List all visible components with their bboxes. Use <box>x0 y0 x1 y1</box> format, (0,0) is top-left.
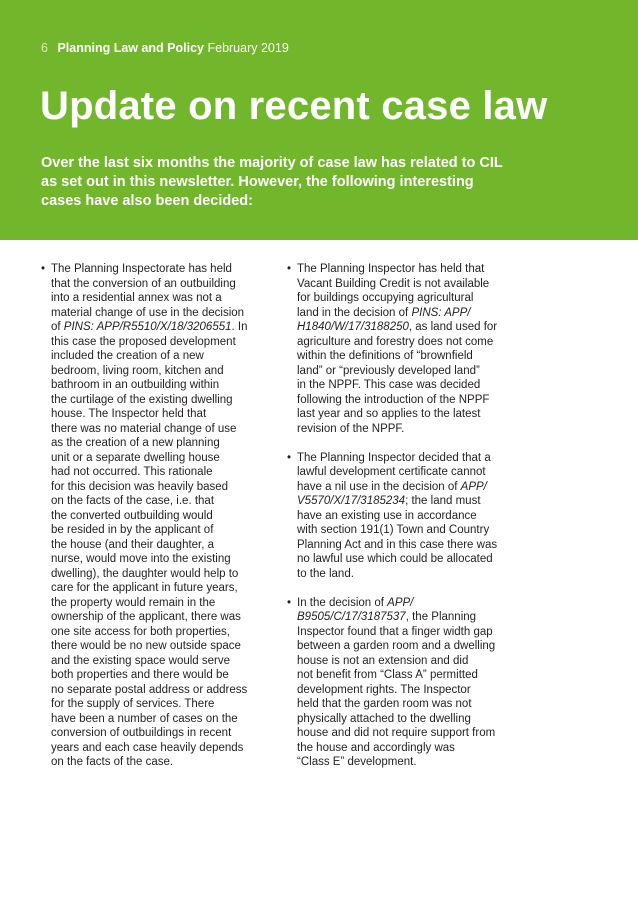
text-line <box>297 306 517 321</box>
left-column <box>41 262 269 770</box>
case-reference: PINS: APP/R5510/X/18/3206551 <box>63 321 232 333</box>
text-line: care for the applicant in future years, <box>51 582 238 594</box>
text-line: bedroom, living room, kitchen and <box>51 364 224 377</box>
text-line: the property would remain in the <box>51 596 216 609</box>
text-line: into a residential annex was not a <box>51 292 222 304</box>
text-line: as the creation of a new planning <box>51 437 220 449</box>
text-line: the curtilage of the existing dwelling <box>51 393 233 406</box>
text-line: no separate postal address or address <box>51 683 248 696</box>
line-text: ; the land must <box>405 495 481 507</box>
text-line <box>297 480 517 495</box>
text-line: have an existing use in accordance <box>297 509 477 522</box>
text-line: with section 191(1) Town and Country <box>297 524 490 536</box>
text-line <box>51 320 269 335</box>
text-line: unit or a separate dwelling house <box>51 451 220 464</box>
bullet-dot-icon: • <box>287 451 292 464</box>
text-line: for this decision was heavily based <box>51 480 229 493</box>
bullet-dot-icon: • <box>287 596 292 609</box>
text-line <box>297 320 517 335</box>
bullet-item <box>287 596 517 770</box>
text-line <box>297 494 517 509</box>
text-line: agriculture and forestry does not come <box>297 335 494 348</box>
text-line: the house and accordingly was <box>297 741 455 754</box>
page-title: Update on recent case law <box>40 84 548 128</box>
text-line: in the NPPF. This case was decided <box>297 379 481 391</box>
running-head <box>41 40 289 56</box>
line-text: , as land used for <box>408 321 498 333</box>
text-line: Vacant Building Credit is not available <box>297 277 490 290</box>
text-line <box>297 596 517 611</box>
line-text: , the Planning <box>405 611 477 623</box>
text-line: Planning Act and in this case there was <box>297 538 498 551</box>
bullet-dot-icon: • <box>287 263 292 275</box>
page-number: 6 <box>41 41 48 55</box>
bullet-dot-icon: • <box>41 263 46 275</box>
text-line: no lawful use which could be allocated <box>297 553 493 565</box>
text-line: that the conversion of an outbuilding <box>51 277 236 290</box>
text-line: land” or “previously developed land” <box>297 364 480 377</box>
line-text: In the decision of <box>297 596 388 609</box>
text-line: both properties and there would be <box>51 669 229 681</box>
text-line: conversion of outbuildings in recent <box>51 727 232 739</box>
case-reference: H1840/W/17/3188250 <box>297 321 409 333</box>
text-line: lawful development certificate cannot <box>297 466 486 478</box>
text-line: on the facts of the case. <box>51 756 174 768</box>
text-line: nurse, would move into the existing <box>51 553 231 565</box>
text-line: dwelling), the daughter would help to <box>51 567 239 580</box>
text-line: years and each case heavily depends <box>51 741 244 754</box>
case-reference: V5570/X/17/3185234 <box>297 495 406 507</box>
intro-paragraph <box>41 154 511 211</box>
text-line: and the existing space would serve <box>51 654 230 667</box>
line-text: have a nil use in the decision of <box>297 480 461 493</box>
line-text: land in the decision of <box>297 306 412 319</box>
text-line: material change of use in the decision <box>51 306 245 319</box>
right-column <box>287 262 517 770</box>
bullet-item <box>41 262 269 770</box>
case-reference: APP/ <box>460 480 487 493</box>
text-line: for buildings occupying agricultural <box>297 292 474 304</box>
text-line: The Planning Inspectorate has held <box>51 263 232 275</box>
text-line: not benefit from “Class A” permitted <box>297 669 478 681</box>
case-reference: B9505/C/17/3187537 <box>297 611 406 623</box>
text-line: ownership of the applicant, there was <box>51 611 241 623</box>
text-line: house and did not require support from <box>297 727 496 739</box>
text-line: last year and so applies to the latest <box>297 408 481 420</box>
text-line: one site access for both properties, <box>51 625 230 638</box>
text-line: The Planning Inspector decided that a <box>297 451 491 464</box>
text-line: had not occurred. This rationale <box>51 466 213 478</box>
bullet-item <box>287 262 517 436</box>
text-line: there was no material change of use <box>51 422 237 435</box>
publication-date: February 2019 <box>207 41 289 55</box>
text-line: house is not an extension and did <box>297 654 469 667</box>
text-line: between a garden room and a dwelling <box>297 640 496 652</box>
line-text: . In <box>231 321 248 333</box>
text-line: house. The Inspector held that <box>51 408 207 420</box>
text-line: The Planning Inspector has held that <box>297 263 485 275</box>
intro-line: as set out in this newsletter. However, the following interesting <box>41 174 474 190</box>
intro-line: cases have also been decided: <box>41 193 253 209</box>
text-line: have been a number of cases on the <box>51 712 238 725</box>
text-line: following the introduction of the NPPF <box>297 393 490 406</box>
text-line: held that the garden room was not <box>297 698 472 710</box>
case-reference: PINS: APP/ <box>411 306 471 319</box>
case-reference: APP/ <box>387 596 414 609</box>
text-line: the converted outbuilding would <box>51 509 213 522</box>
header-banner <box>0 0 638 240</box>
text-line: development rights. The Inspector <box>297 683 471 696</box>
text-line: this case the proposed development <box>51 335 236 348</box>
text-line: to the land. <box>297 567 354 580</box>
bullet-item <box>287 451 517 582</box>
publication-title: Planning Law and Policy <box>57 41 204 55</box>
intro-line: Over the last six months the majority of case law has related to CIL <box>41 155 503 171</box>
text-line: “Class E” development. <box>297 756 417 768</box>
text-line: on the facts of the case, i.e. that <box>51 495 215 507</box>
text-line: be resided in by the applicant of <box>51 524 214 536</box>
line-text: of <box>51 321 64 333</box>
text-line: included the creation of a new <box>51 350 204 362</box>
text-line <box>297 610 517 625</box>
text-line: there would be no new outside space <box>51 640 241 652</box>
text-line: Inspector found that a finger width gap <box>297 625 493 638</box>
text-line: physically attached to the dwelling <box>297 712 471 725</box>
text-line: within the definitions of “brownfield <box>297 350 473 362</box>
text-line: bathroom in an outbuilding within <box>51 379 220 391</box>
text-line: revision of the NPPF. <box>297 422 405 435</box>
text-line: the house (and their daughter, a <box>51 538 215 551</box>
text-line: for the supply of services. There <box>51 698 215 710</box>
